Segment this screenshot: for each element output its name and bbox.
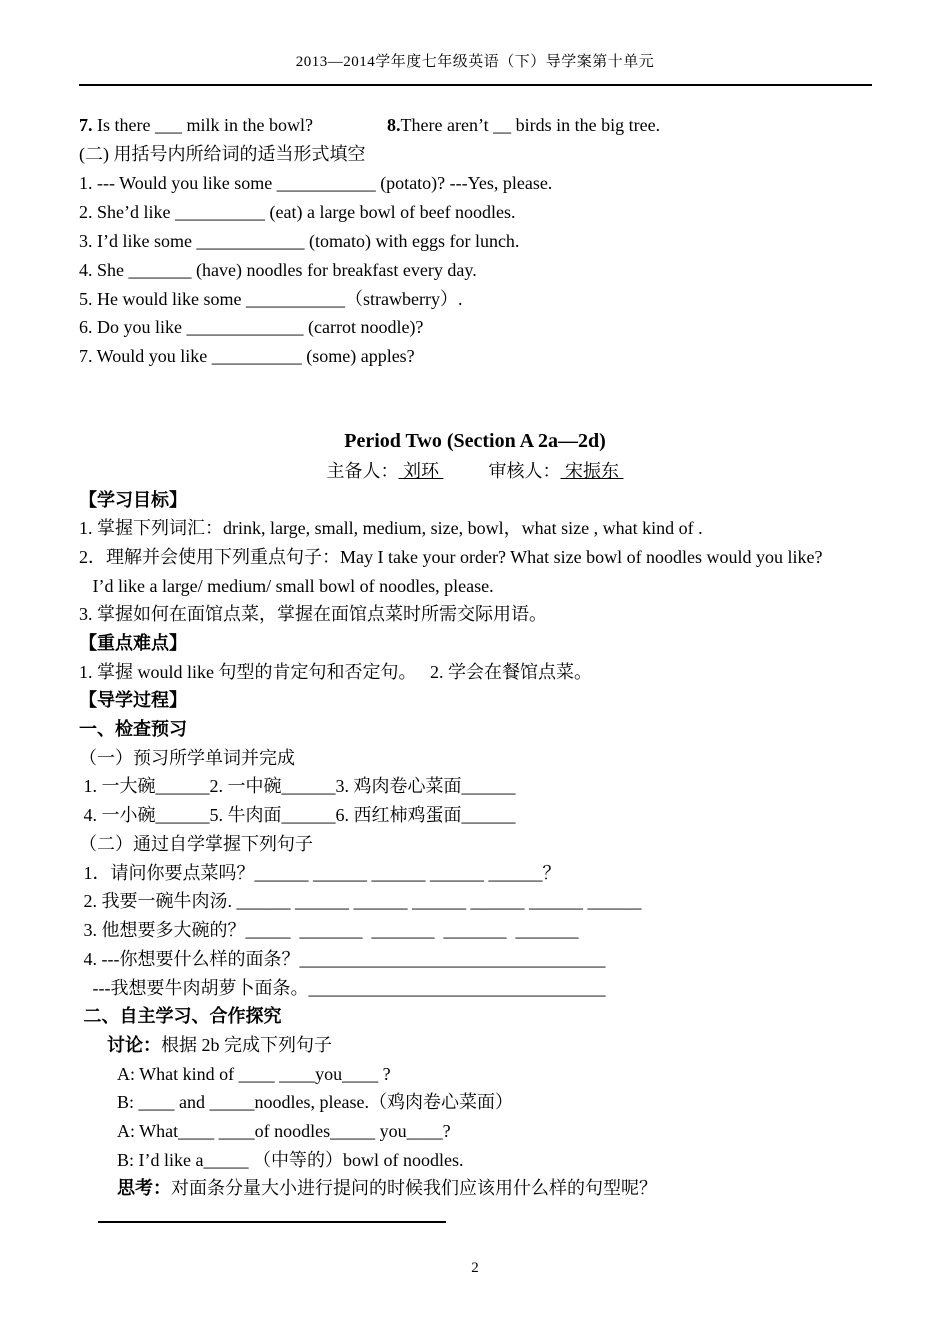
discuss-label: 讨论：	[107, 1035, 161, 1055]
keypoints-text: 1. 掌握 would like 句型的肯定句和否定句。 2. 学会在餐馆点菜。	[79, 662, 592, 682]
dialog-line: B: I’d like a_____ （中等的）bowl of noodles.	[117, 1150, 464, 1170]
dialog-line: A: What kind of ____ ____you____ ?	[117, 1064, 391, 1084]
exercise2-item: 4. She _______ (have) noodles for breakfast every day.	[79, 260, 477, 280]
question-7-number: 7.	[79, 115, 93, 135]
section1-heading: 一、检查预习	[79, 719, 187, 739]
dialog-line: A: What____ ____of noodles_____ you____?	[117, 1121, 451, 1141]
goal-item: 1. 掌握下列词汇：drink, large, small, medium, size, bowl，what size , what kind of .	[79, 518, 703, 538]
preparer-name: 刘环	[398, 461, 444, 481]
section2-heading: 二、自主学习、合作探究	[79, 1006, 282, 1026]
authors-line	[0, 460, 950, 482]
question-7	[79, 114, 313, 136]
words-row: 1. 一大碗______2. 一中碗______3. 鸡肉卷心菜面______	[79, 776, 516, 796]
question-8-number: 8.	[387, 115, 401, 135]
keypoints-heading: 【重点难点】	[79, 633, 187, 653]
exercise2-item: 7. Would you like __________ (some) apples?	[79, 346, 415, 366]
think-line	[117, 1177, 657, 1199]
exercise2-heading: (二) 用括号内所给词的适当形式填空	[79, 144, 366, 164]
sentence-item: 3. 他想要多大碗的？_____ _______ _______ _______ _______	[79, 920, 579, 940]
subsection1-heading: （一）预习所学单词并完成	[79, 748, 295, 768]
question-8	[387, 114, 660, 136]
think-label: 思考：	[117, 1178, 171, 1198]
goal-item: 3. 掌握如何在面馆点菜，掌握在面馆点菜时所需交际用语。	[79, 604, 547, 624]
reviewer-label: 审核人：	[488, 461, 561, 481]
page-header: 2013—2014学年度七年级英语（下）导学案第十单元	[295, 54, 655, 70]
exercise2-item: 2. She’d like __________ (eat) a large bowl of beef noodles.	[79, 202, 516, 222]
answer-rule	[98, 1221, 446, 1223]
goal-item: 2．理解并会使用下列重点句子：May I take your order? What size bowl of noodles would you like?	[79, 547, 823, 567]
exercise2-item: 5. He would like some ___________（strawberry）.	[79, 289, 463, 309]
process-heading: 【导学过程】	[79, 690, 187, 710]
think-text: 对面条分量大小进行提问的时候我们应该用什么样的句型呢？	[171, 1178, 657, 1198]
sentence-item: 1．请问你要点菜吗？______ ______ ______ ______ ______？	[79, 863, 561, 883]
sentence-item: 2. 我要一碗牛肉汤. ______ ______ ______ ______ ______ ______ ______	[79, 891, 642, 911]
preparer-label: 主备人：	[326, 461, 399, 481]
goals-heading: 【学习目标】	[79, 490, 187, 510]
words-row: 4. 一小碗______5. 牛肉面______6. 西红柿鸡蛋面______	[79, 805, 516, 825]
discuss-line	[107, 1034, 332, 1056]
sentence-item: ---我想要牛肉胡萝卜面条。_________________________________	[79, 978, 606, 998]
goal-item: I’d like a large/ medium/ small bowl of noodles, please.	[79, 576, 494, 596]
exercise2-item: 6. Do you like _____________ (carrot noodle)?	[79, 317, 424, 337]
exercise2-item: 1. --- Would you like some ___________ (potato)? ---Yes, please.	[79, 173, 553, 193]
dialog-line: B: ____ and _____noodles, please.（鸡肉卷心菜面）	[117, 1092, 513, 1112]
header-rule	[79, 84, 872, 86]
page-number: 2	[471, 1260, 479, 1276]
period-title: Period Two (Section A 2a—2d)	[344, 430, 606, 452]
subsection2-heading: （二）通过自学掌握下列句子	[79, 834, 313, 854]
discuss-text: 根据 2b 完成下列句子	[161, 1035, 332, 1055]
question-7-text: Is there ___ milk in the bowl?	[92, 115, 313, 135]
reviewer-name: 宋振东	[560, 461, 624, 481]
sentence-item: 4. ---你想要什么样的面条？__________________________________	[79, 949, 606, 969]
question-8-text: There aren’t __ birds in the big tree.	[400, 115, 661, 135]
exercise2-item: 3. I’d like some ____________ (tomato) with eggs for lunch.	[79, 231, 520, 251]
